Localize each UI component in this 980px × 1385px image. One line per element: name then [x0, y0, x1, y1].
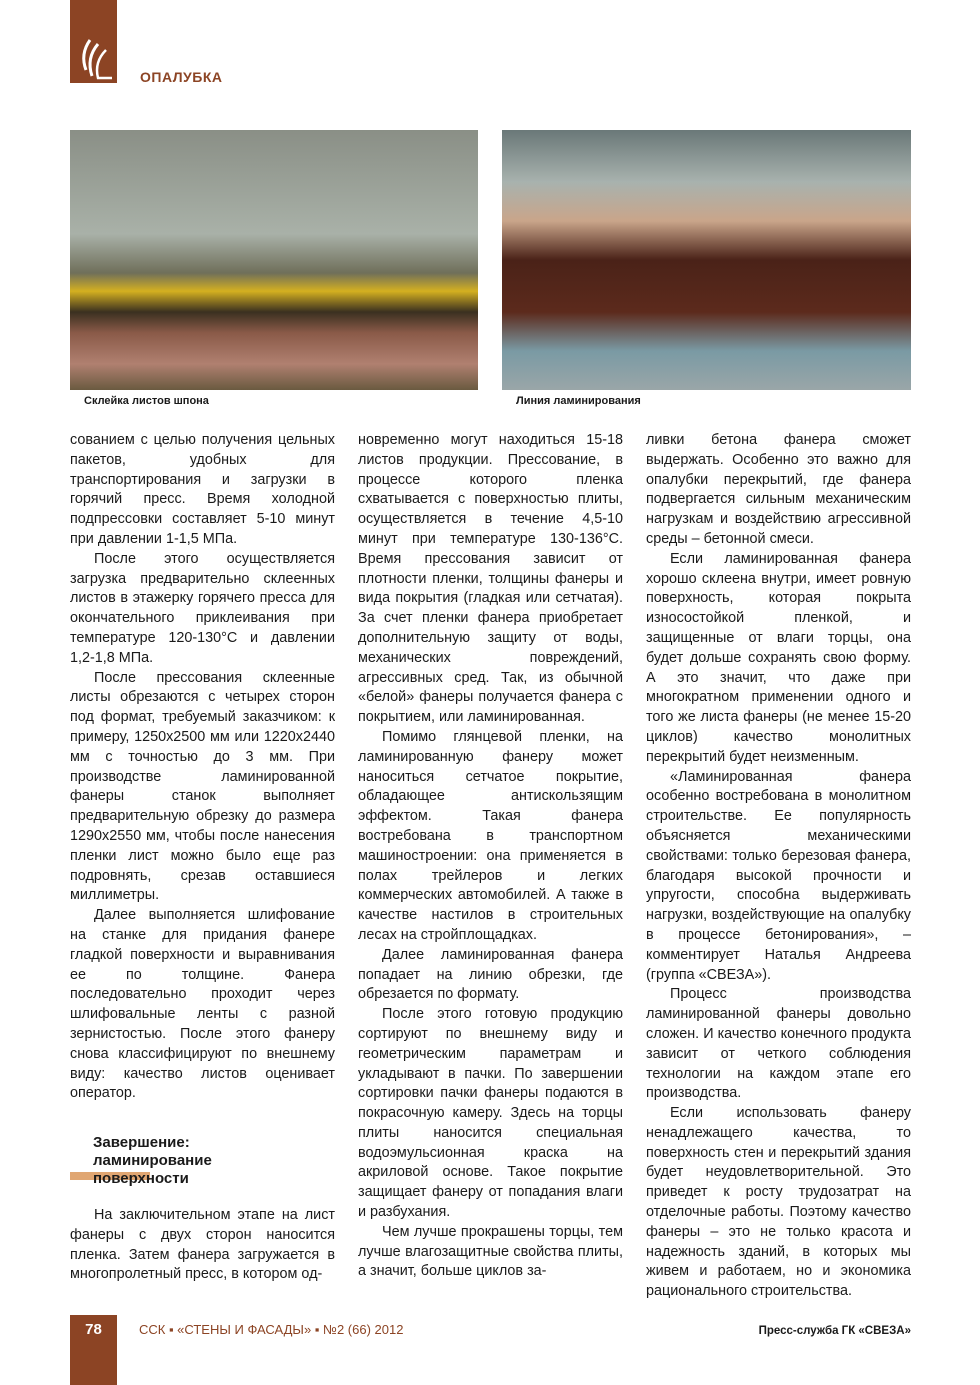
subheading-line: ламинирование — [93, 1152, 212, 1170]
paragraph: «Ламинированная фанера особенно востребована в монолитном строительстве. Ее популярность объясняется механическими свойствами: только березовая фанера, благодаря высокой прочности и упругости, способна выдерживать нагрузки, воздействующие на опалубку в процессе бетонирования», – комментирует Наталья Андреева (группа «СВЕЗА»). — [646, 768, 911, 983]
section-title: ОПАЛУБКА — [140, 69, 223, 85]
paragraph: Процесс производства ламинированной фанеры довольно сложен. И качество конечного продукта зависит от четкого соблюдения технологии на каждом этапе его производства. — [646, 986, 911, 1102]
paragraph: Если ламинированная фанера хорошо склеена внутри, имеет ровную поверхность, которая покрыта износостойкой пленкой, и защищенные от влаги торцы, она будет дольше сохранять свою форму. А это значит, что даже при многократном применении одного и того же листа фанеры (не менее 15-20 циклов) качество монолитных перекрытий будет неизменным. — [646, 550, 911, 765]
paragraph: Далее ламинированная фанера попадает на линию обрезки, где обрезается по формату. — [358, 946, 623, 1003]
paragraph: Помимо глянцевой пленки, на ламинированную фанеру может наноситься сетчатое покрытие, обладающее антискользящим эффектом. Такая фанера востребована в транспортном машиностроении: она применяется в полах трейлеров и легких коммерческих автомобилей. А также в качестве настилов в строительных лесах на стройплощадках. — [358, 728, 623, 943]
subheading — [70, 1134, 335, 1188]
paragraph: После этого готовую продукцию сортируют по внешнему виду и геометрическим параметрам и укладывают в пачки. По завершении сортировки пачки фанеры подаются в покрасочную камеру. Здесь на торцы плиты наносится специальная водоэмульсионная краска на акриловой основе. Такое покрытие защищает фанеру от попадания влаги и разбухания. — [358, 1006, 623, 1221]
paragraph: Чем лучше прокрашены торцы, тем лучше влагозащитные свойства плиты, а значит, больше циклов за- — [358, 1223, 623, 1280]
paragraph: новременно могут находиться 15-18 листов продукции. Прессование, в процессе которого пленка схватывается с поверхностью плиты, осуществляется в течение 4,5-10 минут при температуре 130-136°С. Время прессования зависит от плотности пленки, толщины фанеры и вида покрытия (гладкая или сетчатая). За счет пленки фанера приобретает дополнительную защиту от воды, механических повреждений, агрессивных сред. Так, из обычной «белой» фанеры получается фанера с покрытием, или ламинированная. — [358, 432, 623, 726]
photo-lamination-line — [502, 130, 911, 390]
column-2 — [358, 431, 623, 1282]
column-1 — [70, 431, 335, 1285]
footer-magazine-info: ССК ▪ «СТЕНЫ И ФАСАДЫ» ▪ №2 (66) 2012 — [139, 1322, 404, 1337]
caption-lamination-line: Линия ламинирования — [516, 395, 641, 407]
page-number: 78 — [70, 1315, 117, 1385]
brand-block — [70, 0, 117, 83]
signature: Пресс-служба ГК «СВЕЗА» — [758, 1325, 911, 1338]
column-3 — [646, 431, 911, 1338]
subheading-line: Завершение: — [93, 1134, 190, 1152]
paragraph: Далее выполняется шлифование на станке для придания фанере гладкой поверхности и выравнивания ее по толщине. Фанера последовательно проходит через шлифовальные ленты с разной зернистостью. После этого фанеру снова классифицируют по внешнему виду: качество листов оценивает оператор. — [70, 907, 335, 1102]
paragraph: После прессования склеенные листы обрезаются с четырех сторон под формат, требуемый заказчиком: к примеру, 1250х2500 мм или 1220х2440 мм с точностью до 3 мм. При производстве ламинированной фанеры станок выполняет предварительную обрезку до размера 1290х2550 мм, чтобы после нанесения пленки лист можно было еще раз подровнять, срезав оставшиеся миллиметры. — [70, 669, 335, 904]
subheading-line: поверхности — [93, 1170, 189, 1188]
paragraph: сованием с целью получения цельных пакетов, удобных для транспортирования и загрузки в горячий пресс. Время холодной подпрессовки составляет 5-10 минут при давлении 1-1,5 МПа. — [70, 432, 335, 547]
paragraph: Если использовать фанеру ненадлежащего качества, то поверхность стен и перекрытий здания будет неудовлетворительной. Это приведет к росту трудозатрат на отделочные работы. Поэтому качество фанеры – это не только красота и надежность зданий, в которых мы живем и работаем, но и экономика рационального строительства. — [646, 1105, 911, 1300]
photo-veneer-gluing — [70, 130, 478, 390]
caption-veneer-gluing: Склейка листов шпона — [84, 395, 209, 407]
paragraph: На заключительном этапе на лист фанеры с двух сторон наносится пленка. Затем фанера загружается в многопролетный пресс, в котором од- — [70, 1207, 335, 1283]
paragraph: ливки бетона фанера сможет выдержать. Особенно это важно для опалубки перекрытий, где фанера подвергается сильным механическим нагрузкам и воздействию агрессивной среды – бетонной смеси. — [646, 432, 911, 547]
logo-icon — [76, 36, 112, 80]
paragraph: После этого осуществляется загрузка предварительно склеенных листов в этажерку горячего пресса для окончательного приклеивания при температуре 120-130°С и давлении 1,2-1,8 МПа. — [70, 550, 335, 666]
